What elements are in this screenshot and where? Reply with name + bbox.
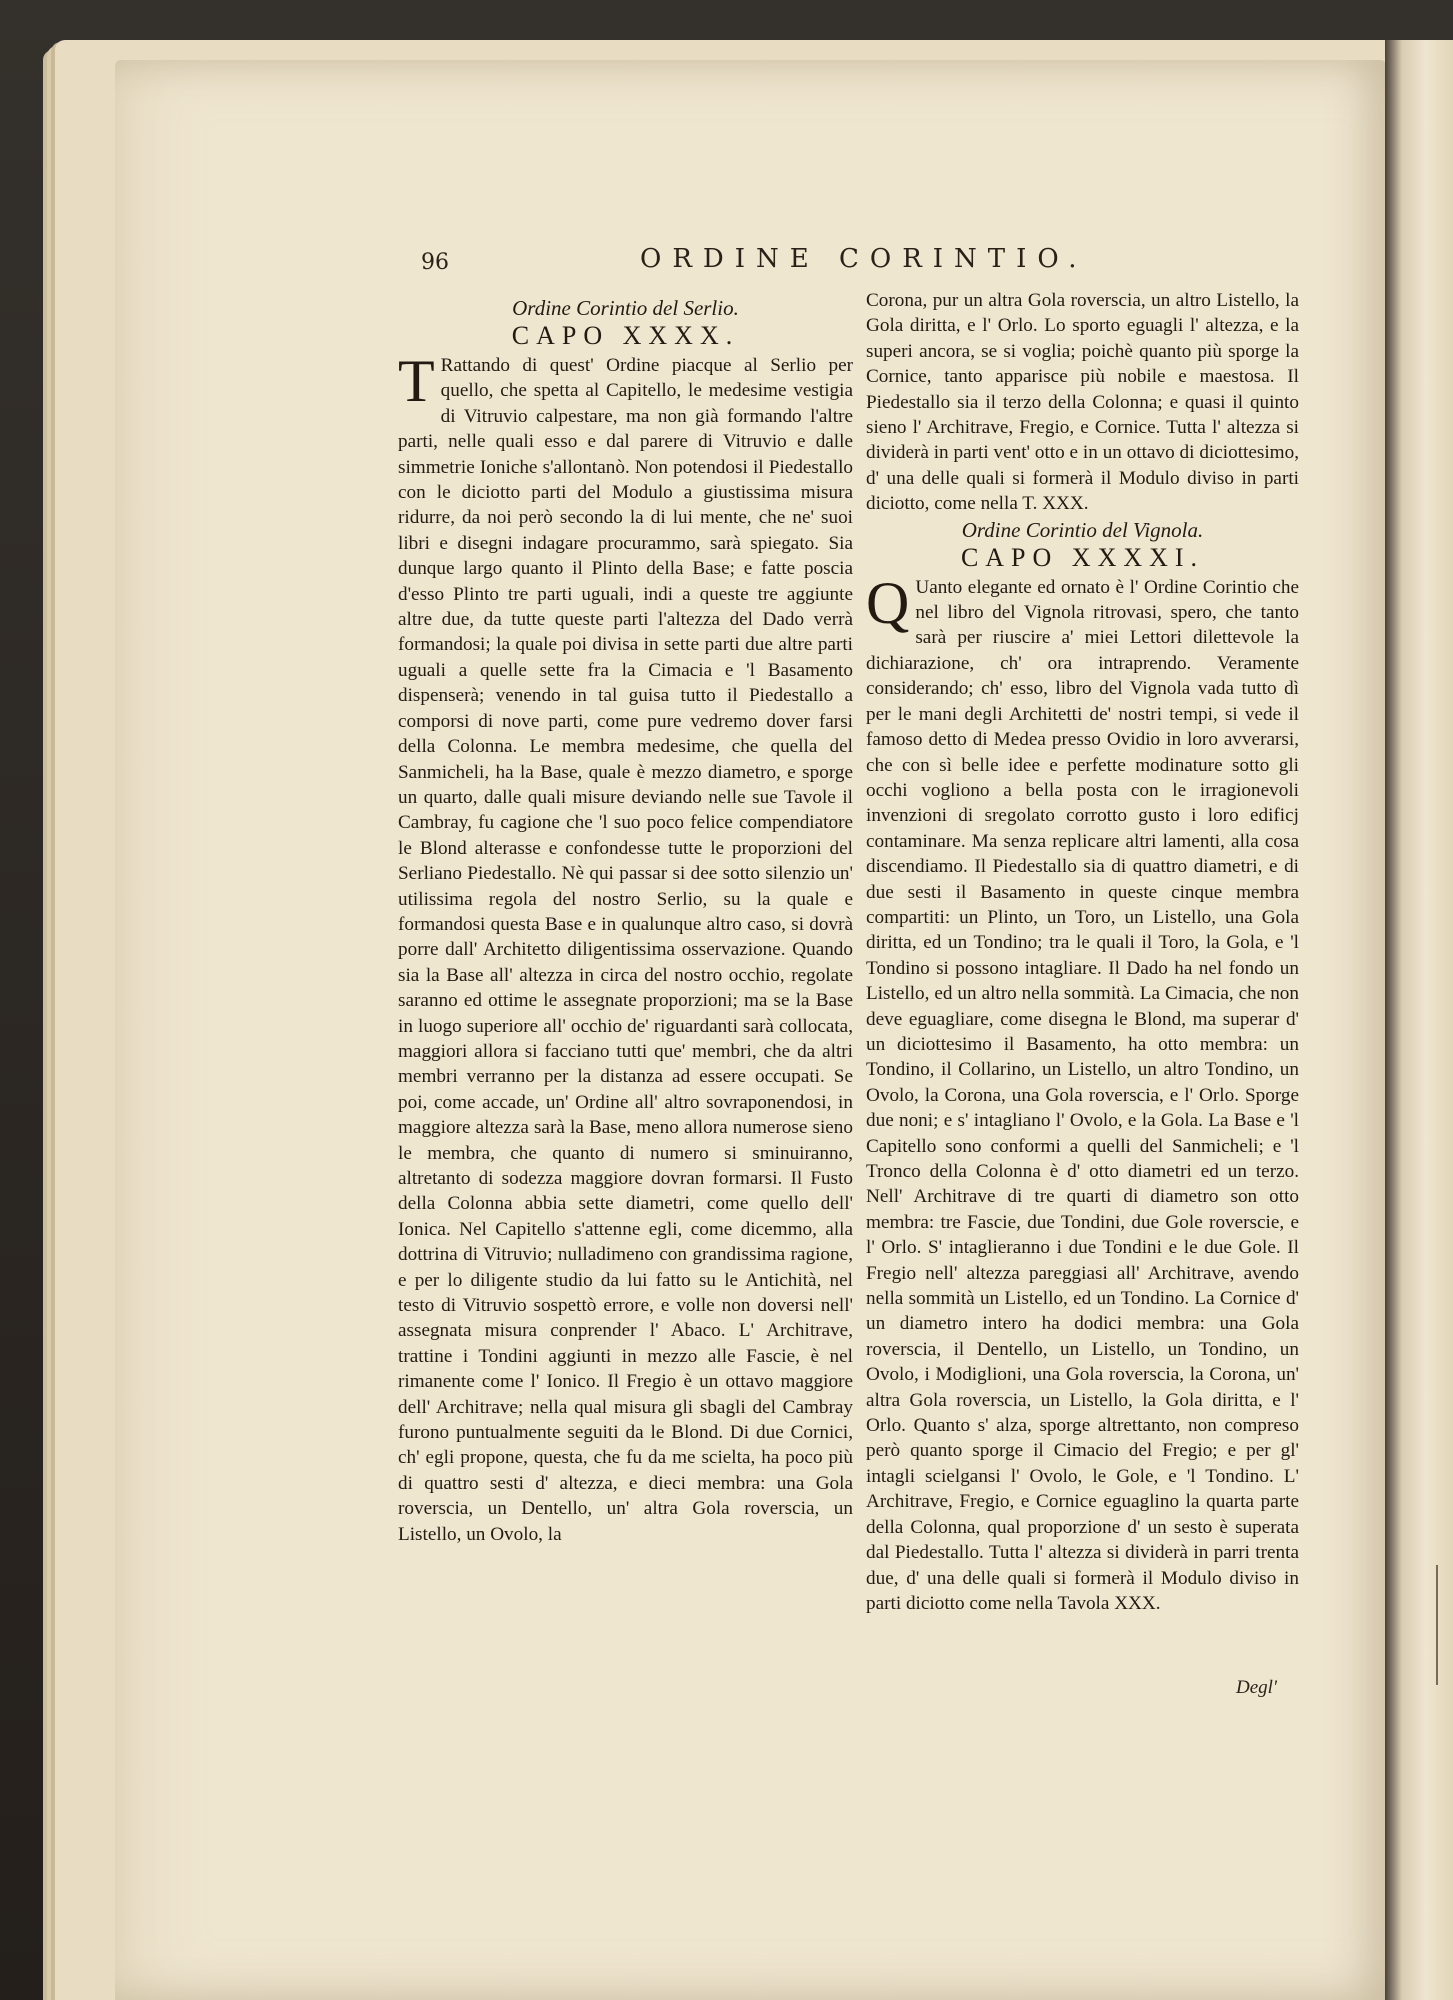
next-page-edge	[1385, 40, 1453, 2000]
drop-cap: T	[398, 348, 435, 414]
right-column	[866, 288, 1299, 1616]
paragraph-text: Rattando di quest' Ordine piacque al Serlio per quello, che spetta al Capitello, le medesime vestigia di Vitruvio calpestare, ma non già formando l'altre parti, nelle quali esso e dal parere di Vitruvio e dalle simmetrie Ioniche s'allontanò. Non potendosi il Piedestallo con le diciotto parti del Modulo a giustissima misura ridurre, da noi però secondo la di lui mente, che ne' suoi libri e disegni indagare procurammo, sarà spiegato. Sia dunque largo quanto il Plinto della Base; e fatte poscia d'esso Plinto tre parti uguali, indi a queste tre aggiunte altre due, da tutte queste parti l'altezza del Dado verrà formandosi; la quale poi divisa in sette parti due altre parti uguali a quelle sette fra la Cimacia e 'l Basamento dispenserà; venendo in tal guisa tutto il Piedestallo a comporsi di nove parti, come pure vedremo dover farsi della Colonna. Le membra medesime, che quella del Sanmicheli, ha la Base, quale è mezzo diametro, e sporge un quarto, dalle quali misure deviando nelle sue Tavole il Cambray, fu cagione che 'l suo poco felice compendiatore le Blond alterasse e confondesse tutte le proporzioni del Serliano Piedestallo. Nè qui passar si dee sotto silenzio un' utilissima regola del nostro Serlio, su la quale e formandosi questa Base e in qualunque altro caso, si dovrà porre dall' Architetto diligentissima osservazione. Quando sia la Base all' altezza in circa del nostro occhio, regolate saranno ed ottime le assegnate proporzioni; ma se la Base in luogo superiore all' occhio de' riguardanti sarà collocata, maggiori allora si facciano tutti que' membri, che da altri membri verranno per la distanza ad essere occupati. Se poi, come accade, un' Ordine all' altro sovraponendosi, in maggiore altezza sarà la Base, meno allora numerose sieno le membra, che quanto di numero si sminuiranno, altretanto di sodezza maggiore dovran formarsi. Il Fusto della Colonna abbia sette diametri, come quello dell' Ionica. Nel Capitello s'attenne egli, come dicemmo, alla dottrina di Vitruvio; nulladimeno con grandissima ragione, e per lo diligente studio da lui fatto su le Antichità, nel testo di Vitruvio sospettò errore, e volle non doversi nell' assegnata misura conprender l' Abaco. L' Architrave, trattine i Tondini aggiunti in mezzo alle Fascie, è nel rimanente come l' Ionico. Il Fregio è un ottavo maggiore dell' Architrave; nella qual misura gli sbagli del Cambray furono puntualmente seguiti da le Blond. Di due Cornici, ch' egli propone, questa, che fu da me scielta, ha poco più di quattro sesti d' altezza, e dieci membra: una Gola roverscia, un Dentello, un' altra Gola roverscia, un Listello, un Ovolo, la	[398, 355, 853, 1545]
running-title: ORDINE CORINTIO.	[640, 244, 1088, 274]
chapter-heading: CAPO XXXX.	[511, 321, 740, 350]
drop-cap: Q	[866, 569, 910, 636]
page-number: 96	[421, 250, 449, 275]
paragraph-text: Uanto elegante ed ornato è l' Ordine Corintio che nel libro del Vignola ritrovasi, spero, che tanto sarà per riuscire a' miei Lettori dilettevole la dichiarazione, ch' ora intraprendo. Veramente considerando; ch' esso, libro del Vignola vada tutto dì per le mani degli Architetti de' nostri tempi, si vede il famoso detto di Medea presso Ovidio in loro avverarsi, che con sì belle idee e perfette modinature sotto gli occhi vogliono a bella posta con le irragionevoli invenzioni di sregolato corrotto gusto i loro edificj contaminare. Ma senza replicare altri lamenti, alla cosa discendiamo. Il Piedestallo sia di quattro diametri, e di due sesti il Basamento in queste cinque membra compartiti: un Plinto, un Toro, un Listello, una Gola diritta, ed un Tondino; tra le quali il Toro, la Gola, e 'l Tondino si possono intagliare. Il Dado ha nel fondo un Listello, ed un altro nella sommità. La Cimacia, che non deve eguagliare, come disegna le Blond, ma superar d' un diciottesimo il Basamento, ha otto membra: un Tondino, il Collarino, un Listello, un altro Tondino, un Ovolo, la Corona, una Gola roverscia, e l' Orlo. Sporge due noni; e s' intagliano l' Ovolo, e la Gola. La Base e 'l Capitello sono conformi a quelli del Sanmicheli; e 'l Tronco della Colonna è d' otto diametri ed un terzo. Nell' Architrave di tre quarti di diametro son otto membra: tre Fascie, due Tondini, due Gole roverscie, e l' Orlo. S' intaglieranno i due Tondini e le due Gole. Il Fregio nell' altezza pareggiasi all' Architrave, avendo nella sommità un Listello, ed un Tondino. La Cornice d' un diametro intero ha dodici membra: una Gola roverscia, il Dentello, un Listello, un Tondino, un Ovolo, i Modiglioni, una Gola roverscia, la Corona, un' altra Gola roverscia, un Listello, la Gola diritta, e l' Orlo. Quanto s' alza, sporge altrettanto, non compreso però quanto sporge il Cimacio del Fregio; e per gl' intagli scielgansi l' Ovolo, le Gole, e 'l Tondino. L' Architrave, Fregio, e Cornice eguaglino la quarta parte della Colonna, qual proporzione d' un sesto è superata dal Piedestallo. Tutta l' altezza si dividerà in parri trenta due, d' una delle quali si formerà il Modulo diviso in parti diciotto come nella Tavola XXX.	[866, 576, 1299, 1614]
chapter-heading: CAPO XXXXI.	[960, 542, 1205, 572]
catchword: Degl'	[1236, 1677, 1277, 1698]
left-column	[398, 295, 853, 1547]
section-title: Ordine Corintio del Serlio.	[512, 296, 739, 320]
continued-text: Corona, pur un altra Gola roverscia, un altro Listello, la Gola diritta, e l' Orlo. Lo sporto eguagli l' altezza, e la superi ancora, se si voglia; poichè quanto più sporge la Cornice, tanto apparisce più nobile e maestosa. Il Piedestallo sia il terzo della Colonna; e quasi il quinto sieno l' Architrave, Fregio, e Cornice. Tutta l' altezza si dividerà in parti vent' otto e in un ottavo di diciottesimo, d' una delle quali si formerà il Modulo diviso in parti diciotto, come nella T. XXX.	[866, 290, 1299, 515]
section-title: Ordine Corintio del Vignola.	[961, 517, 1204, 542]
edge-mark	[1436, 1565, 1438, 1685]
body-text	[398, 348, 853, 1547]
body-text	[866, 569, 1299, 1617]
